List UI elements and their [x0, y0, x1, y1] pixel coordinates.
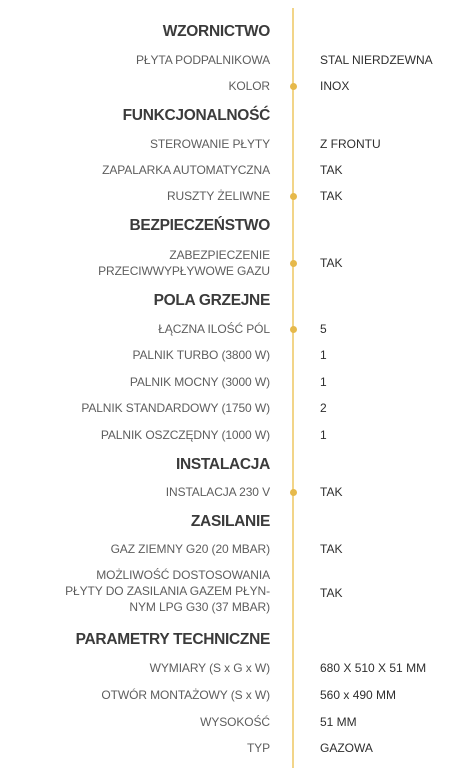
section-heading-pola-grzejne: POLA GRZEJNE: [153, 292, 270, 309]
section-end-dot: [290, 260, 297, 267]
section-end-dot: [290, 193, 297, 200]
spec-label: PALNIK TURBO (3800 W): [132, 348, 270, 362]
section-heading-wzornictwo: WZORNICTWO: [162, 23, 270, 40]
spec-label: MOŻLIWOŚĆ DOSTOSOWANIA PŁYTY DO ZASILANIA GAZEM PŁYN- NYM LPG G30 (37 MBAR): [65, 568, 270, 614]
spec-label: PALNIK OSZCZĘDNY (1000 W): [100, 428, 270, 442]
section-heading-instalacja: INSTALACJA: [175, 456, 270, 473]
section-heading-zasilanie: ZASILANIE: [190, 513, 270, 530]
spec-label: OTWÓR MONTAŻOWY (S x W): [101, 688, 270, 702]
spec-label: RUSZTY ŻELIWNE: [166, 189, 270, 203]
spec-label: TYP: [246, 741, 270, 755]
spec-value: INOX: [320, 79, 350, 93]
spec-label: KOLOR: [228, 79, 270, 93]
timeline-divider: [292, 8, 294, 768]
spec-value: TAK: [320, 586, 343, 600]
spec-label: ŁĄCZNA ILOŚĆ PÓL: [158, 322, 270, 336]
spec-label: GAZ ZIEMNY G20 (20 MBAR): [110, 542, 270, 556]
spec-value: STAL NIERDZEWNA: [320, 53, 433, 67]
spec-value: 51 MM: [320, 715, 357, 729]
spec-label: WYSOKOŚĆ: [200, 715, 270, 729]
spec-label: ZABEZPIECZENIE PRZECIWWYPŁYWOWE GAZU: [98, 248, 270, 278]
spec-value: TAK: [320, 485, 343, 499]
section-end-dot: [290, 83, 297, 90]
spec-value: TAK: [320, 542, 343, 556]
section-end-dot: [290, 326, 297, 333]
spec-value: 2: [320, 401, 327, 415]
spec-value: GAZOWA: [320, 741, 373, 755]
spec-value: TAK: [320, 256, 343, 270]
section-heading-parametry-techniczne: PARAMETRY TECHNICZNE: [75, 631, 270, 648]
section-end-dot: [290, 489, 297, 496]
spec-value: TAK: [320, 189, 343, 203]
spec-value: 1: [320, 375, 327, 389]
spec-value: 1: [320, 428, 327, 442]
spec-value: Z FRONTU: [320, 137, 381, 151]
spec-label: PALNIK STANDARDOWY (1750 W): [81, 401, 270, 415]
spec-value: 680 X 510 X 51 MM: [320, 661, 427, 675]
spec-label: PALNIK MOCNY (3000 W): [129, 375, 270, 389]
spec-label: INSTALACJA 230 V: [165, 485, 270, 499]
spec-value: 1: [320, 348, 327, 362]
spec-value: 5: [320, 322, 327, 336]
spec-label: WYMIARY (S x G x W): [149, 661, 270, 675]
spec-value: 560 x 490 MM: [320, 688, 397, 702]
spec-value: TAK: [320, 163, 343, 177]
spec-label: STEROWANIE PŁYTY: [150, 137, 270, 151]
spec-label: ZAPALARKA AUTOMATYCZNA: [102, 163, 270, 177]
spec-label: PŁYTA PODPALNIKOWA: [135, 53, 270, 67]
section-heading-bezpieczenstwo: BEZPIECZEŃSTWO: [129, 217, 270, 234]
section-heading-funkcjonalnosc: FUNKCJONALNOŚĆ: [122, 107, 270, 124]
